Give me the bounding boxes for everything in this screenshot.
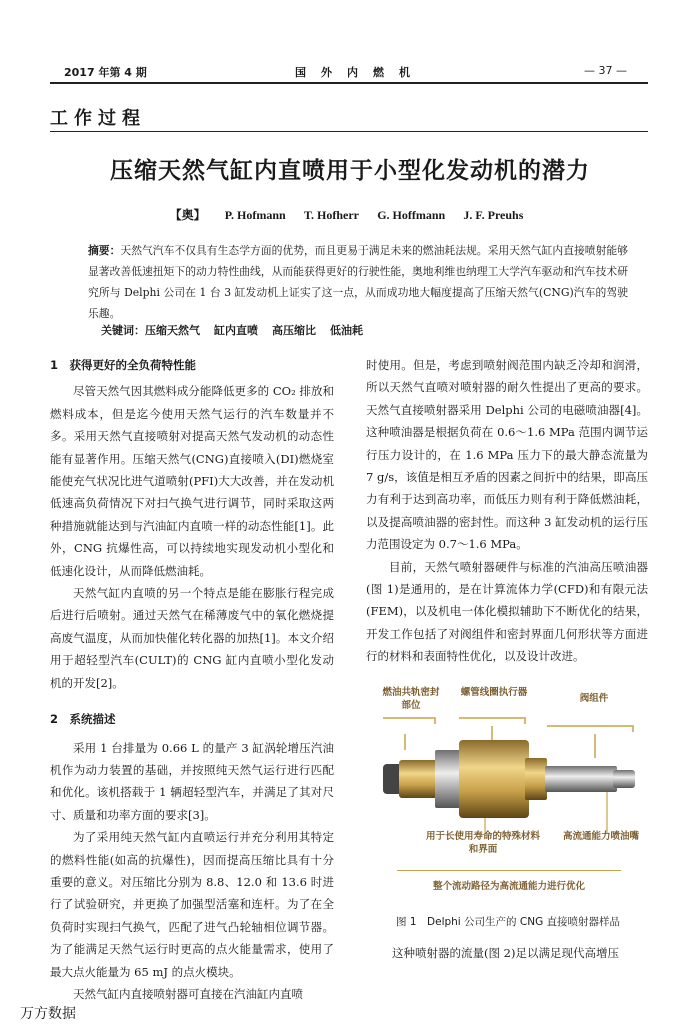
figure-caption: 图 1 Delphi 公司生产的 CNG 直接喷射器样品 — [396, 916, 621, 928]
section-2-paragraph: 采用 1 台排量为 0.66 L 的量产 3 缸涡轮增压汽油机作为动力装置的基础，并按照纯天然气运行进行匹配和优化。该机搭载于 1 辆超轻型汽车，并满足了其对尺寸、质量和功率方面的要求[3]。 — [50, 740, 334, 822]
section-1-heading: 1 获得更好的全负荷特性能 — [50, 358, 197, 372]
figure-bracket — [397, 870, 621, 871]
right-column — [366, 354, 648, 668]
article-title: 压缩天然气缸内直喷用于小型化发动机的潜力 — [110, 158, 590, 184]
section-2-heading: 2 系统描述 — [50, 712, 116, 727]
journal-issue: 2017 年第 4 期 — [64, 66, 147, 79]
section-label: 工作过程 — [50, 108, 146, 129]
injector-figure — [375, 680, 643, 905]
section-2-paragraph: 天然气缸内直接喷射器可直接在汽油缸内直喷 — [73, 986, 303, 1001]
wanfang-logo: 万方数据 — [20, 1006, 76, 1022]
abstract-label: 摘要： — [88, 244, 121, 257]
right-paragraph: 时使用。但是，考虑到喷射阀范围内缺乏冷却和润滑，所以天然气直喷对喷射器的耐久性提出了更高的要求。天然气直接喷射器采用 Delphi 公司的电磁喷油器[4]。这种喷油器是根据负荷在 0.6～1.6 MPa 范围内调节运行压力设计的，在 1.6 MPa 压力下的最大静态流量为 7 g/s，该值是相互矛盾的因素之间折中的结果，即高压力有利于达到高功率，而低压力则有利于降低燃油耗，以及提高喷油器的密封性。而这种 3 缸发动机的运行压力范围设定为 0.7～1.6 MPa。 — [366, 358, 648, 552]
authors — [0, 206, 700, 223]
figure-label-material: 用于长使用寿命的特殊材料和界面 — [425, 831, 540, 855]
figure-label-coil: 螺管线圈执行器 — [460, 687, 528, 698]
keyword: 高压缩比 — [272, 324, 316, 337]
keyword: 缸内直喷 — [214, 324, 258, 337]
figure-label-seal: 燃油共轨密封部位 — [382, 687, 440, 711]
keyword: 压缩天然气 — [145, 324, 200, 337]
abstract-text: 天然气汽车不仅具有生态学方面的优势，而且更易于满足未来的燃油耗法规。采用天然气缸内直接喷射能够显著改善低速扭矩下的动力特性曲线，从而能获得更好的行驶性能，奥地利维也纳理工大学汽车驱动和汽车技术研究所与 Delphi 公司在 1 台 3 缸发动机上证实了这一点，从而成功地大幅度提高了压缩天然气(CNG)汽车的驾驶乐趣。 — [88, 244, 629, 320]
section-rule — [50, 131, 648, 132]
section-1-paragraph: 尽管天然气因其燃料成分能降低更多的 CO₂ 排放和燃料成本，但是迄今使用天然气运行的汽车数量并不多。采用天然气直接喷射对提高天然气发动机的动态性能有显著作用。压缩天然气(CNG)直接喷入(DI)燃烧室能使充气状况比进气道喷射(PFI)大大改善，并在发动机低速高负荷情况下对扫气换气进行调节，同时采取这两种措施就能达到与汽油缸内直喷一样的动态性能[1]。此外，CNG 抗爆性高，可以持续地实现发动机小型化和低速化设计，从而降低燃油耗。 — [50, 384, 334, 578]
keywords-label: 关键词： — [101, 324, 145, 337]
section-1-paragraph: 天然气缸内直喷的另一个特点是能在膨胀行程完成后进行后喷射。通过天然气在稀薄废气中的氧化燃烧提高废气温度，从而加快催化转化器的加热[1]。本文介绍用于超轻型汽车(CULT)的 CNG 缸内直喷小型化发动机的开发[2]。 — [50, 586, 334, 690]
abstract — [88, 240, 628, 324]
author-name: P. Hofmann — [224, 208, 286, 222]
author-name: T. Hofherr — [303, 208, 359, 222]
section-2-paragraph: 为了采用纯天然气缸内直喷运行并充分利用其特定的燃料性能(如高的抗爆性)，因而提高压缩比具有十分重要的意义。对压缩比分别为 8.8、12.0 和 13.6 时进行了试验研究，并更换了加强型活塞和连杆。为了在全负荷时实现扫气换气，匹配了进气凸轮轴相位调节器。为了能满足天然气运行时更高的点火能量需求，使用了最大点火能量为 65 mJ 的点火模块。 — [50, 830, 334, 979]
journal-name: 国 外 内 燃 机 — [295, 66, 412, 79]
page-number: — 37 — — [584, 64, 627, 77]
figure-label-nozzle: 高流通能力喷油嘴 — [562, 831, 639, 842]
left-column — [50, 354, 334, 1005]
header-rule — [50, 82, 648, 84]
author-country: 【奥】 — [169, 208, 206, 222]
author-name: J. F. Preuhs — [463, 208, 524, 222]
right-paragraph: 目前，天然气喷射器硬件与标准的汽油高压喷油器(图 1)是通用的，是在计算流体力学(CFD)和有限元法(FEM)，以及机电一体化模拟辅助下不断优化的结果，开发工作包括了对阀组件和密封界面几何形状等方面进行的材料和表面特性优化，以及设计改进。 — [366, 559, 648, 664]
figure-label-valve: 阀组件 — [579, 693, 609, 704]
keyword: 低油耗 — [330, 324, 363, 337]
keywords — [101, 322, 377, 338]
author-name: G. Hoffmann — [377, 208, 446, 222]
figure-label-flow: 整个流动路径为高流通能力进行优化 — [432, 881, 585, 892]
right-paragraph: 这种喷射器的流量(图 2)足以满足现代高增压 — [392, 946, 619, 960]
